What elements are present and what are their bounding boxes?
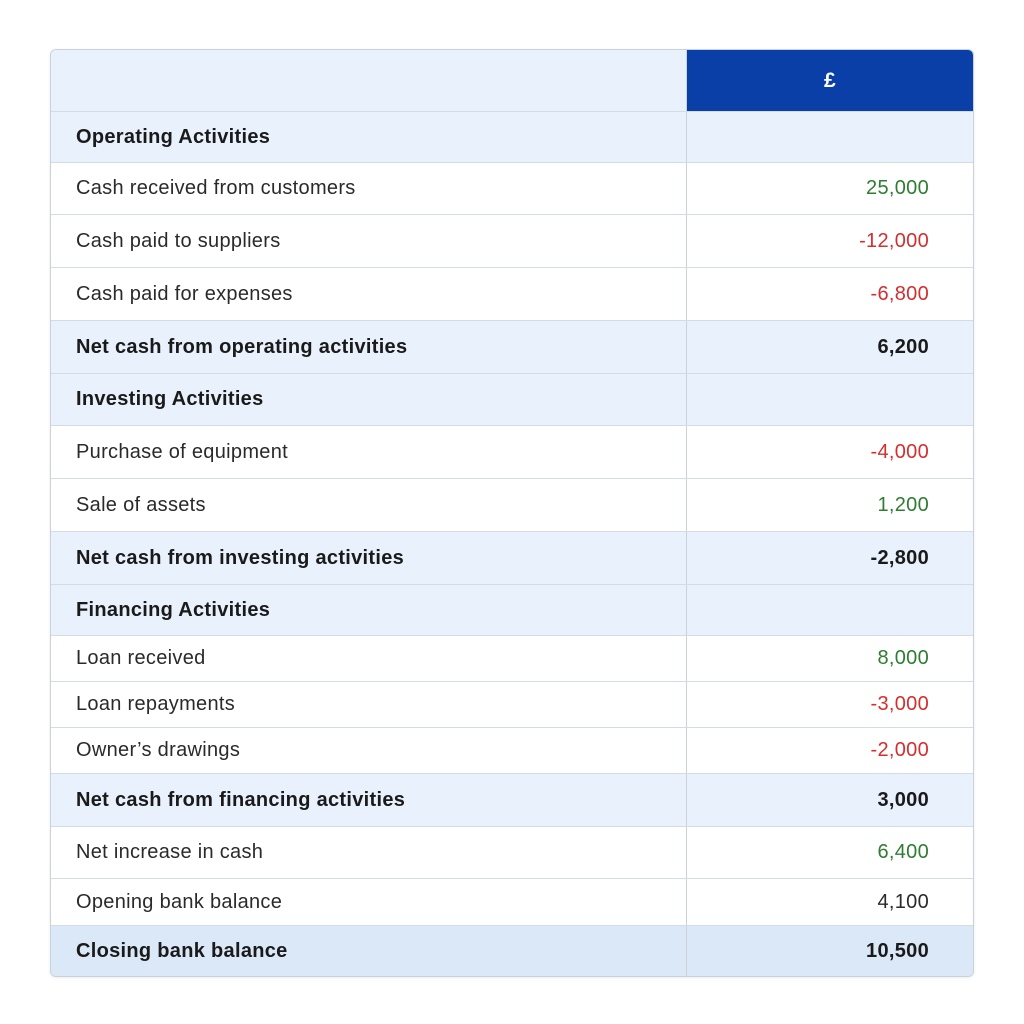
row-label: Sale of assets (51, 479, 687, 531)
row-amount: -2,000 (870, 739, 929, 761)
row-label: Net increase in cash (51, 827, 687, 878)
total-row (51, 532, 973, 585)
row-amount: -2,800 (870, 546, 929, 569)
row-amount: 8,000 (877, 647, 929, 669)
table-row (51, 268, 973, 321)
row-label: Owner’s drawings (51, 728, 687, 773)
row-amount (687, 374, 973, 425)
row-label: Loan repayments (51, 682, 687, 727)
row-amount: 4,100 (877, 890, 929, 913)
table-row (51, 163, 973, 215)
row-amount: -12,000 (859, 229, 929, 252)
row-label: Closing bank balance (51, 926, 687, 976)
row-amount: -3,000 (870, 693, 929, 715)
row-label: Net cash from operating activities (51, 321, 687, 373)
row-label: Purchase of equipment (51, 426, 687, 478)
row-label: Net cash from investing activities (51, 532, 687, 584)
row-amount (687, 585, 973, 635)
table-row (51, 827, 973, 879)
section-header-row (51, 585, 973, 636)
table-row (51, 426, 973, 479)
row-amount: -6,800 (870, 282, 929, 305)
row-label: Opening bank balance (51, 879, 687, 925)
row-amount (687, 112, 973, 162)
row-label: Cash received from customers (51, 163, 687, 214)
table-row (51, 479, 973, 532)
table-row (51, 682, 973, 728)
table-header-row (51, 50, 973, 112)
row-amount: 3,000 (877, 788, 929, 811)
row-label: Loan received (51, 636, 687, 681)
table-row (51, 215, 973, 268)
row-label: Net cash from financing activities (51, 774, 687, 826)
row-amount: 10,500 (866, 939, 929, 962)
table-row (51, 728, 973, 774)
total-row (51, 321, 973, 374)
total-row (51, 774, 973, 827)
row-amount: 1,200 (877, 493, 929, 516)
table-body (51, 112, 973, 976)
total-row (51, 926, 973, 976)
table-row (51, 879, 973, 926)
row-label: Cash paid to suppliers (51, 215, 687, 267)
row-amount: 6,400 (877, 841, 929, 863)
row-label: Cash paid for expenses (51, 268, 687, 320)
row-amount: -4,000 (870, 440, 929, 463)
section-header-row (51, 374, 973, 426)
header-label-cell (51, 50, 687, 111)
row-amount: 25,000 (866, 177, 929, 199)
table-row (51, 636, 973, 682)
section-header-row (51, 112, 973, 163)
row-label: Investing Activities (51, 374, 687, 425)
currency-header: £ (687, 50, 973, 111)
row-amount: 6,200 (877, 335, 929, 358)
cash-flow-table (50, 49, 974, 977)
row-label: Financing Activities (51, 585, 687, 635)
row-label: Operating Activities (51, 112, 687, 162)
